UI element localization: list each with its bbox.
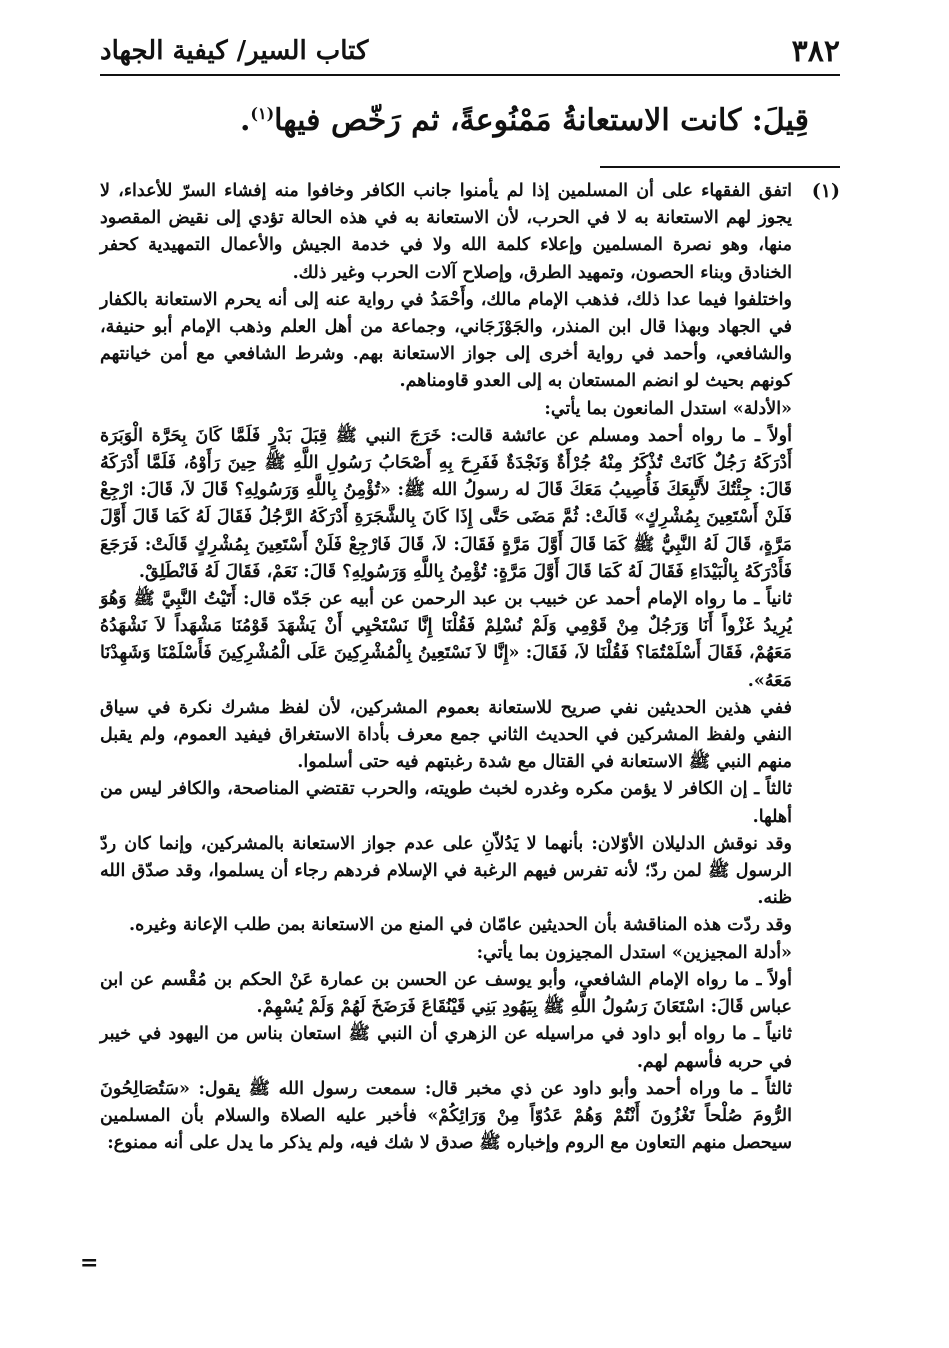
footnote-paragraph: ثانياً ـ ما رواه أبو داود في مراسيله عن الزهري أن النبي ﷺ استعان بناس من اليهود في خيبر في حربه فأسهم لهم. (100, 1024, 792, 1072)
footnote-reference[interactable]: (١) (250, 104, 275, 123)
footnote-paragraph: ثانياً ـ ما رواه الإمام أحمد عن خبيب بن عبد الرحمن عن أبيه عن جَدّه قال: أَتَيْتُ النَّبِيَّ ﷺ وَهُوَ يُرِيدُ غَزْواً أَنَا وَرَجُلٌ مِنْ قَوْمِي وَلَمْ نُسْلِمْ فَقُلْنَا إِنَّا نَسْتَحْيِي أَنْ يَشْهَدَ قَوْمُنَا مَشْهَداً لاَ نَشْهَدُهُ مَعَهُمْ، فَقَالَ أَسْلَمْتُمَا؟ فَقُلْنَا لاَ، فَقَالَ: «إِنَّا لاَ نَسْتَعِينُ بِالْمُشْرِكِينَ عَلَى الْمُشْرِكِينَ فَأَسْلَمْنَا وَشَهِدْنَا مَعَهُ». (100, 589, 792, 691)
footnote-paragraph: «أدلة المجيزين» استدل المجيزون بما يأتي: (476, 942, 792, 963)
footnote-paragraph: واختلفوا فيما عدا ذلك، فذهب الإمام مالك، وأَحْمَدُ في رواية عنه إلى أنه يحرم الاستعانة بالكفار في الجهاد وبهذا قال ابن المنذر، والجَوْزَجَاني، وجماعة من أهل العلم وذهب الإمام أبو حنيفة، والشافعي، وأحمد في رواية أخرى إلى جواز الاستعانة بهم. وشرط الشافعي مع أمن خيانتهم كونهم بحيث لو انضم المستعان به إلى العدو قاومناهم. (100, 289, 792, 392)
footnote-paragraph: أولاً ـ ما رواه الإمام الشافعي، وأبو يوسف عن الحسن بن عمارة عَنْ الحكم بن مُقْسم عن ابن عباس قَالَ: اسْتَعَانَ رَسُولُ اللَّهِ ﷺ بِيَهُودِ بَنِي قَيْنُقَاعَ فَرَضَخَ لَهُمْ وَلَمْ يُسْهِمْ. (100, 969, 792, 1018)
page-header (100, 32, 840, 72)
main-text (209, 92, 809, 143)
continuation-mark: = (80, 1250, 99, 1276)
main-sentence: قِيلَ: كانت الاستعانةُ مَمْنُوعةً، ثم رَخّص فيها (274, 103, 809, 138)
footnote-paragraph: اتفق الفقهاء على أن المسلمين إذا لم يأمنوا جانب الكافر وخافوا منه إفشاء السرّ للأعداء، لا يجوز لهم الاستعانة به لا في الحرب، لأن الاستعانة به في هذه الحالة تؤدي إلى نقيض المقصود منها، وهو نصرة المسلمين وإعلاء كلمة الله ولا في خدمة الجيش والأعمال التمهيدية كحفر الخنادق وبناء الحصون، وتمهيد الطرق، وإصلاح آلات الحرب وغير ذلك. (100, 181, 793, 283)
page-number: ٣٨٢ (791, 34, 840, 69)
header-rule (100, 74, 840, 76)
footnote-paragraph: ففي هذين الحديثين نفي صريح للاستعانة بعموم المشركين، لأن لفظ مشرك نكرة في سياق النفي ولفظ المشركين في الحديث الثاني جمع معرف بأداة الاستغراق فيفيد العموم، ولم يقبل منهم النبي ﷺ الاستعانة في القتال مع شدة رغبتهم فيه حتى أسلموا. (100, 697, 792, 773)
footnote (100, 178, 840, 1300)
footnote-paragraph: ثالثاً ـ إن الكافر لا يؤمن مكره وغدره لخبث طويته، والحرب تقتضي المناصحة، والكافر ليس من أهلها. (100, 779, 792, 827)
footnote-paragraph: أولاً ـ ما رواه أحمد ومسلم عن عائشة قالت: خَرَجَ النبي ﷺ قِبَلَ بَدْرٍ فَلَمَّا كَانَ بِحَرَّة الْوَبَرَة أَدْرَكَهُ رَجُلٌ كَانَتْ تُذْكَرُ مِنْهُ جُرْأَةٌ وَنَجْدَةٌ فَفَرِحَ بِهِ أَصْحَابُ رَسُولِ اللَّهِ ﷺ حِينَ رَأَوْهُ، فَلَمَّا أَدْرَكَهُ قَالَ: جِئْتُكَ لأَتَّبِعَكَ فَأُصِيبُ مَعَكَ قَالَ له رسولُ الله ﷺ: «تُؤْمِنُ بِاللَّهِ وَرَسُولِهِ؟ قَالَ لاَ، قَالَ: ارْجِعْ فَلَنْ أَسْتَعِينَ بِمُشْرِكٍ» قَالَتْ: ثُمَّ مَضَى حَتَّى إِذَا كَانَ بِالشَّجَرَةِ أَدْرَكَهُ الرَّجُلُ فَقَالَ لَهُ كَمَا قَالَ أَوَّلَ مَرَّةٍ، قَالَ لَهُ النَّبِيُّ ﷺ كَمَا قَالَ أَوَّلَ مَرَّةٍ فَقَالَ: لاَ، قَالَ فَارْجِعْ فَلَنْ أَسْتَعِينَ بِمُشْرِكٍ قَالَتْ: فَرَجَعَ فَأَدْرَكَهُ بِالْبَيْدَاءِ فَقَالَ لَهُ كَمَا قَالَ أَوَّلَ مَرَّةٍ: تُؤْمِنُ بِاللَّهِ وَرَسُولِهِ؟ قَالَ: نَعَمْ، فَقَالَ لَهُ فَانْطَلِقْ. (100, 425, 792, 582)
footnote-separator (600, 166, 840, 168)
footnote-paragraph: وقد نوقش الدليلان الأوّلان: بأنهما لا يَدُلاّنِ على عدم جواز الاستعانة بالمشركين، وإنما كان ردّ الرسول ﷺ لمن ردّ؛ لأنه تفرس فيهم الرغبة في الإسلام فردهم رجاء أن يسلموا، وقد صدّق الله ظنه. (100, 833, 792, 909)
footnote-paragraph: «الأدلة» استدل المانعون بما يأتي: (544, 398, 792, 419)
running-title: كتاب السير/ كيفية الجهاد (100, 36, 369, 66)
footnote-paragraph: ثالثاً ـ ما وراه أحمد وأبو داود عن ذي مخبر قال: سمعت رسول الله ﷺ يقول: «سَتُصَالِحُونَ الرُّومَ صُلْحاً تَغْزُونَ أَنْتُمْ وَهُمْ عَدُوّاً مِنْ وَرَائِكُمْ» فأخبر عليه الصلاة والسلام بأن المسلمين سيحصل منهم التعاون مع الروم وإخباره ﷺ صدق لا شك فيه، ولم يذكر ما يدل على أنه ممنوع: (100, 1078, 792, 1154)
footnote-body (100, 178, 792, 1157)
main-period: . (239, 103, 251, 138)
footnote-number: (١) (811, 180, 840, 202)
footnote-paragraph: وقد ردّت هذه المناقشة بأن الحديثين عامّان في المنع من الاستعانة بمن طلب الإعانة وغيره. (129, 915, 792, 936)
